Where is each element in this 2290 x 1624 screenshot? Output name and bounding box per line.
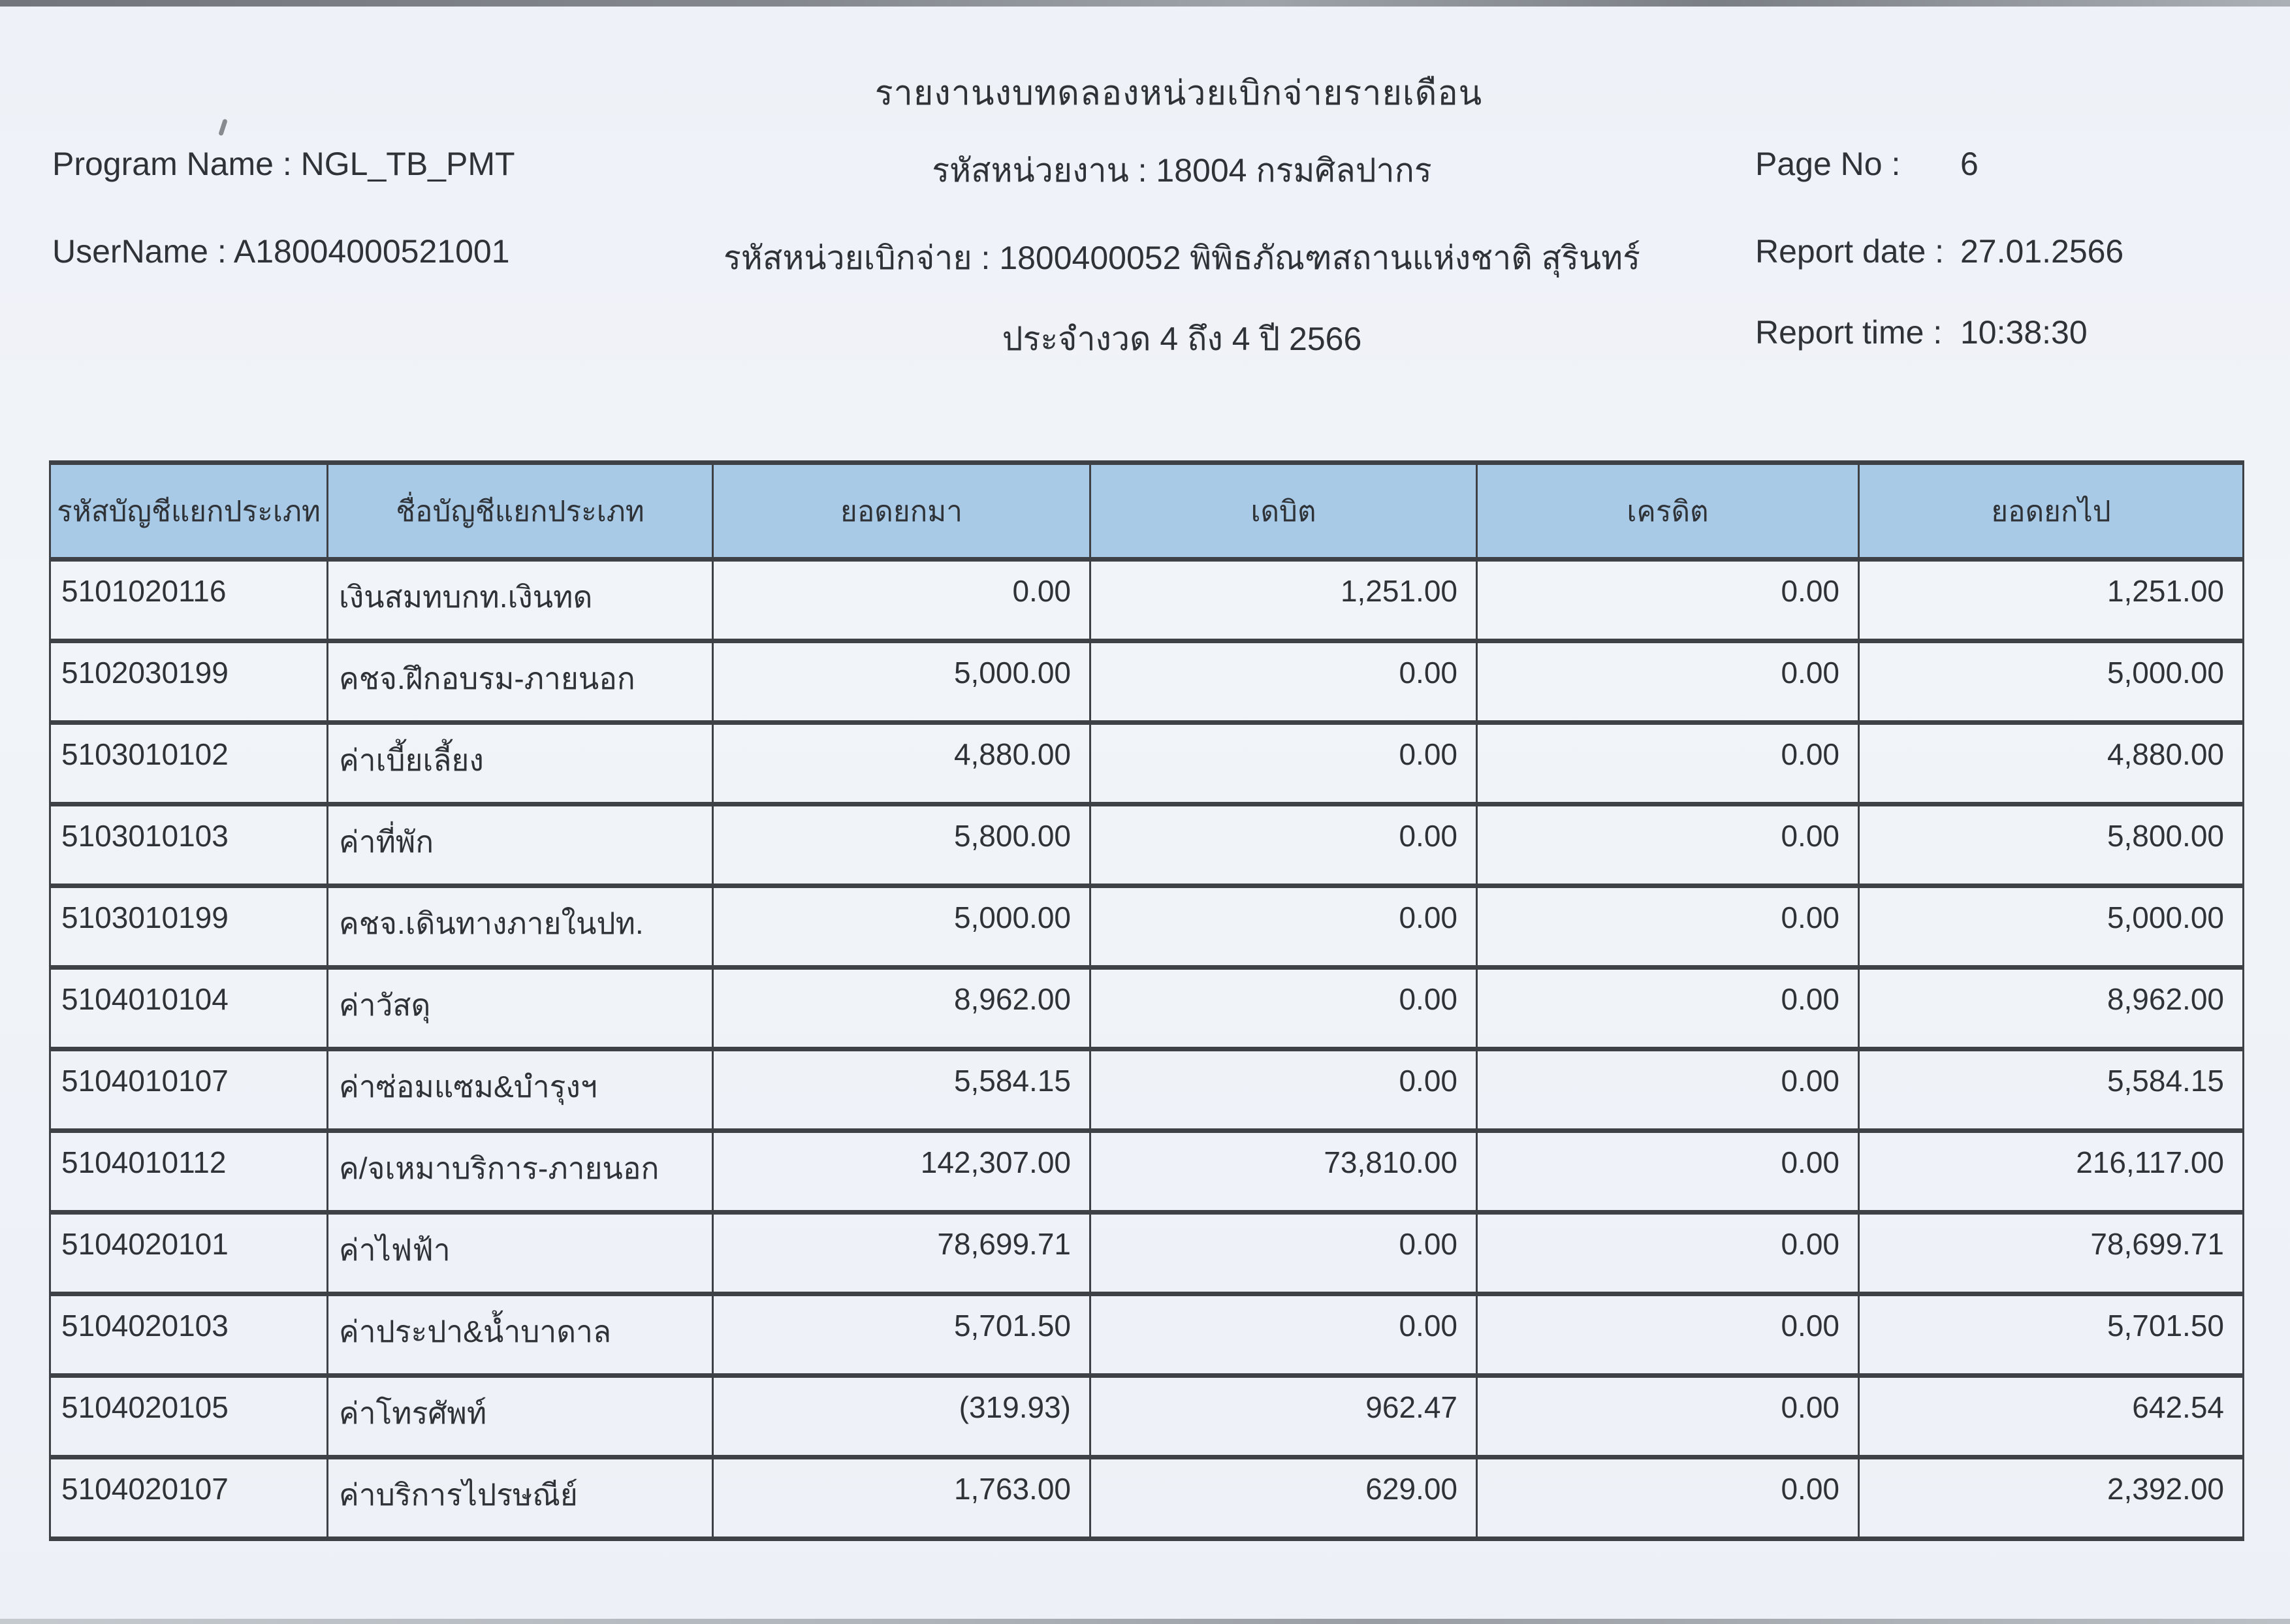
- cell-credit: 0.00: [1477, 1131, 1859, 1213]
- table-row: [50, 804, 2244, 886]
- column-header-debit: เดบิต: [1090, 463, 1477, 560]
- cell-name: เงินสมทบกท.เงินทด: [328, 560, 713, 641]
- cell-credit: 0.00: [1477, 723, 1859, 804]
- table-row: [50, 968, 2244, 1049]
- report-title: รายงานงบทดลองหน่วยเบิกจ่ายรายเดือน: [874, 74, 1483, 112]
- cell-closing: 642.54: [1859, 1376, 2244, 1457]
- cell-code: 5104020101: [50, 1213, 328, 1294]
- table-row: [50, 1213, 2244, 1294]
- cell-closing: 4,880.00: [1859, 723, 2244, 804]
- agency-code-line: รหัสหน่วยงาน : 18004 กรมศิลปากร: [932, 152, 1432, 189]
- cell-closing: 5,000.00: [1859, 886, 2244, 968]
- trial-balance-table: [49, 460, 2244, 1541]
- cell-code: 5102030199: [50, 641, 328, 723]
- cell-opening: 5,701.50: [713, 1294, 1090, 1376]
- table-row: [50, 560, 2244, 641]
- cell-name: ค่าโทรศัพท์: [328, 1376, 713, 1457]
- cell-name: ค่าประปา&น้ำบาดาล: [328, 1294, 713, 1376]
- page-no-label: Page No :: [1755, 146, 1901, 182]
- cell-name: ค/จเหมาบริการ-ภายนอก: [328, 1131, 713, 1213]
- cell-name: ค่าที่พัก: [328, 804, 713, 886]
- cell-code: 5104020105: [50, 1376, 328, 1457]
- cell-credit: 0.00: [1477, 1213, 1859, 1294]
- cell-opening: 8,962.00: [713, 968, 1090, 1049]
- column-header-account-code: รหัสบัญชีแยกประเภท: [50, 463, 328, 560]
- cell-opening: 142,307.00: [713, 1131, 1090, 1213]
- table-row: [50, 1049, 2244, 1131]
- scan-speck: [218, 119, 228, 136]
- report-date-value: 27.01.2566: [1960, 233, 2124, 270]
- program-name-line: Program Name : NGL_TB_PMT: [52, 146, 515, 182]
- page-no-value: 6: [1960, 146, 1979, 182]
- scan-top-edge: [0, 0, 2290, 7]
- table-row: [50, 1294, 2244, 1376]
- period-line: ประจำงวด 4 ถึง 4 ปี 2566: [1002, 321, 1362, 357]
- cell-credit: 0.00: [1477, 968, 1859, 1049]
- cell-debit: 0.00: [1090, 968, 1477, 1049]
- cell-code: 5104020103: [50, 1294, 328, 1376]
- cell-debit: 0.00: [1090, 723, 1477, 804]
- cell-credit: 0.00: [1477, 560, 1859, 641]
- cell-code: 5104010104: [50, 968, 328, 1049]
- cell-code: 5104020107: [50, 1457, 328, 1539]
- column-header-closing-balance: ยอดยกไป: [1859, 463, 2244, 560]
- report-date-label: Report date :: [1755, 233, 1945, 270]
- cell-name: คชจ.เดินทางภายในปท.: [328, 886, 713, 968]
- cell-credit: 0.00: [1477, 804, 1859, 886]
- column-header-opening-balance: ยอดยกมา: [713, 463, 1090, 560]
- cell-debit: 73,810.00: [1090, 1131, 1477, 1213]
- cell-credit: 0.00: [1477, 886, 1859, 968]
- cell-opening: (319.93): [713, 1376, 1090, 1457]
- table-row: [50, 1131, 2244, 1213]
- username-line: UserName : A18004000521001: [52, 233, 510, 270]
- cell-code: 5103010199: [50, 886, 328, 968]
- disbursement-unit-line: รหัสหน่วยเบิกจ่าย : 1800400052 พิพิธภัณฑสถานแห่งชาติ สุรินทร์: [724, 240, 1640, 276]
- cell-credit: 0.00: [1477, 641, 1859, 723]
- cell-debit: 0.00: [1090, 886, 1477, 968]
- cell-name: ค่าบริการไปรษณีย์: [328, 1457, 713, 1539]
- cell-credit: 0.00: [1477, 1376, 1859, 1457]
- cell-credit: 0.00: [1477, 1457, 1859, 1539]
- cell-closing: 1,251.00: [1859, 560, 2244, 641]
- cell-closing: 5,701.50: [1859, 1294, 2244, 1376]
- cell-code: 5101020116: [50, 560, 328, 641]
- cell-name: ค่าวัสดุ: [328, 968, 713, 1049]
- table-header-row: [50, 463, 2244, 560]
- cell-name: ค่าไฟฟ้า: [328, 1213, 713, 1294]
- cell-code: 5103010102: [50, 723, 328, 804]
- cell-name: คชจ.ฝึกอบรม-ภายนอก: [328, 641, 713, 723]
- cell-closing: 5,000.00: [1859, 641, 2244, 723]
- cell-closing: 216,117.00: [1859, 1131, 2244, 1213]
- cell-code: 5103010103: [50, 804, 328, 886]
- cell-debit: 0.00: [1090, 804, 1477, 886]
- cell-credit: 0.00: [1477, 1049, 1859, 1131]
- column-header-account-name: ชื่อบัญชีแยกประเภท: [328, 463, 713, 560]
- cell-opening: 78,699.71: [713, 1213, 1090, 1294]
- cell-name: ค่าเบี้ยเลี้ยง: [328, 723, 713, 804]
- cell-closing: 78,699.71: [1859, 1213, 2244, 1294]
- cell-debit: 0.00: [1090, 641, 1477, 723]
- cell-credit: 0.00: [1477, 1294, 1859, 1376]
- table-row: [50, 641, 2244, 723]
- cell-debit: 0.00: [1090, 1213, 1477, 1294]
- cell-name: ค่าซ่อมแซม&บำรุงฯ: [328, 1049, 713, 1131]
- report-time-value: 10:38:30: [1960, 314, 2088, 351]
- cell-opening: 5,584.15: [713, 1049, 1090, 1131]
- cell-closing: 5,584.15: [1859, 1049, 2244, 1131]
- cell-code: 5104010112: [50, 1131, 328, 1213]
- cell-debit: 962.47: [1090, 1376, 1477, 1457]
- cell-debit: 0.00: [1090, 1049, 1477, 1131]
- cell-opening: 5,800.00: [713, 804, 1090, 886]
- cell-opening: 5,000.00: [713, 886, 1090, 968]
- scan-bottom-edge: [0, 1619, 2290, 1624]
- table-row: [50, 886, 2244, 968]
- table-row: [50, 1376, 2244, 1457]
- column-header-credit: เครดิต: [1477, 463, 1859, 560]
- account-table-body: [50, 560, 2244, 1539]
- cell-debit: 629.00: [1090, 1457, 1477, 1539]
- cell-debit: 1,251.00: [1090, 560, 1477, 641]
- cell-opening: 5,000.00: [713, 641, 1090, 723]
- table-row: [50, 1457, 2244, 1539]
- cell-closing: 5,800.00: [1859, 804, 2244, 886]
- table-row: [50, 723, 2244, 804]
- cell-debit: 0.00: [1090, 1294, 1477, 1376]
- cell-opening: 1,763.00: [713, 1457, 1090, 1539]
- cell-code: 5104010107: [50, 1049, 328, 1131]
- cell-closing: 8,962.00: [1859, 968, 2244, 1049]
- cell-opening: 4,880.00: [713, 723, 1090, 804]
- cell-opening: 0.00: [713, 560, 1090, 641]
- report-time-label: Report time :: [1755, 314, 1943, 351]
- cell-closing: 2,392.00: [1859, 1457, 2244, 1539]
